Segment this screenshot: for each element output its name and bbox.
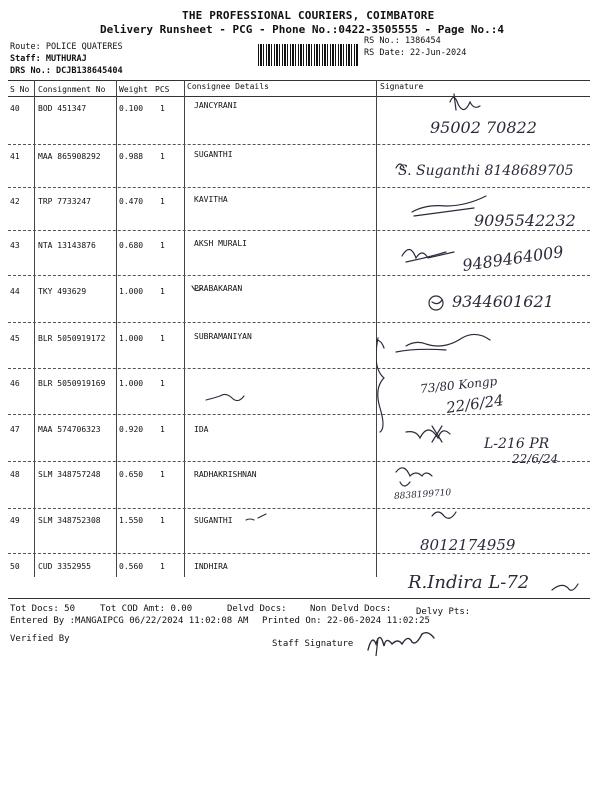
handwriting-phone-40: 95002 70822 xyxy=(430,118,537,137)
non-delivered-docs: Non Delvd Docs: xyxy=(310,604,392,614)
table-row-pcs: 1 xyxy=(160,470,165,479)
table-row-consignment: SLM 348757248 xyxy=(38,470,101,479)
col-header-pcs: PCS xyxy=(155,85,170,94)
table-row-pcs: 1 xyxy=(160,379,165,388)
table-row-consignment: BLR 5050919169 xyxy=(38,379,106,388)
table-row-consignment: CUD 3352955 xyxy=(38,562,91,571)
table-bottom-border xyxy=(8,598,590,599)
handwriting-address-46: 73/80 Kongp xyxy=(419,373,498,397)
table-row-sno: 45 xyxy=(10,334,20,343)
table-row-consignee: SUGANTHI xyxy=(194,150,233,159)
table-row-weight: 0.100 xyxy=(119,104,144,113)
company-name: THE PROFESSIONAL COURIERS, COIMBATORE xyxy=(182,9,435,22)
table-row-pcs: 1 xyxy=(160,197,165,206)
table-row-consignment: NTA 13143876 xyxy=(38,241,96,250)
table-row-sno: 43 xyxy=(10,241,20,250)
table-row-consignment: MAA 865908292 xyxy=(38,152,101,161)
table-row-sno: 44 xyxy=(10,287,20,296)
handwriting-phone-42: 9095542232 xyxy=(474,211,576,230)
handwriting-date-46: 22/6/24 xyxy=(445,391,505,417)
table-row-consignee: KAVITHA xyxy=(194,195,228,204)
table-row-weight: 0.650 xyxy=(119,470,144,479)
handwriting-phone-48: 8838199710 xyxy=(393,488,452,502)
table-row-pcs: 1 xyxy=(160,104,165,113)
table-row-consignment: TKY 493629 xyxy=(38,287,87,296)
verified-by: Verified By xyxy=(10,634,70,644)
table-row-pcs: 1 xyxy=(160,152,165,161)
table-row-pcs: 1 xyxy=(160,334,165,343)
handwriting-phone-43: 9489464009 xyxy=(461,242,565,275)
entered-by: Entered By :MANGAIPCG 06/22/2024 11:02:08 AM xyxy=(10,616,249,626)
signature-scribbles xyxy=(376,90,590,595)
table-row-consignee: IDA xyxy=(194,425,209,434)
col-header-consignment: Consignment No xyxy=(38,85,106,94)
col-divider xyxy=(184,80,185,577)
table-row-weight: 0.680 xyxy=(119,241,144,250)
table-row-weight: 0.470 xyxy=(119,197,144,206)
handwriting-name-41: S. Suganthi 8148689705 xyxy=(398,163,574,179)
table-row-consignment: BOD 451347 xyxy=(38,104,87,113)
table-row-weight: 0.920 xyxy=(119,425,144,434)
table-row-weight: 1.550 xyxy=(119,516,144,525)
table-row-weight: 1.000 xyxy=(119,287,144,296)
table-row-consignee: INDHIRA xyxy=(194,562,228,571)
col-header-sno: S No xyxy=(10,85,30,94)
table-row-pcs: 1 xyxy=(160,562,165,571)
table-row-weight: 0.988 xyxy=(119,152,144,161)
staff-signature-label: Staff Signature xyxy=(272,639,354,649)
handwriting-name-50: R.Indira L-72 xyxy=(408,572,530,593)
handwriting-date-47: 22/6/24 xyxy=(512,452,559,466)
col-divider xyxy=(34,80,35,577)
table-row-weight: 1.000 xyxy=(119,334,144,343)
table-row-consignee: AKSH MURALI xyxy=(194,239,247,248)
drs-number: DRS No.: DCJB138645404 xyxy=(10,66,123,76)
total-docs: Tot Docs: 50 xyxy=(10,604,76,614)
table-row-sno: 50 xyxy=(10,562,20,571)
table-row-sno: 46 xyxy=(10,379,20,388)
staff: Staff: MUTHURAJ xyxy=(10,54,87,64)
table-row-consignee: SUBRAMANIYAN xyxy=(194,332,252,341)
table-row-consignee: JANCYRANI xyxy=(194,101,238,110)
table-row-pcs: 1 xyxy=(160,287,165,296)
delivery-points: Delvy Pts: xyxy=(416,607,471,617)
table-row-sno: 48 xyxy=(10,470,20,479)
table-row-pcs: 1 xyxy=(160,516,165,525)
col-header-signature: Signature xyxy=(380,82,424,91)
handwriting-phone-44: 9344601621 xyxy=(452,292,554,311)
route: Route: POLICE QUATERES xyxy=(10,42,123,52)
table-row-sno: 49 xyxy=(10,516,20,525)
table-row-sno: 41 xyxy=(10,152,20,161)
table-row-weight: 0.560 xyxy=(119,562,144,571)
barcode xyxy=(258,44,358,66)
table-row-consignment: SLM 348752308 xyxy=(38,516,101,525)
rs-date: RS Date: 22-Jun-2024 xyxy=(364,48,467,58)
handwriting-phone-49: 8012174959 xyxy=(420,536,516,554)
table-row-consignment: MAA 574706323 xyxy=(38,425,101,434)
handwriting-address-47: L-216 PR xyxy=(484,436,550,452)
table-row-weight: 1.000 xyxy=(119,379,144,388)
staff-signature xyxy=(364,628,444,658)
table-row-sno: 40 xyxy=(10,104,20,113)
col-divider xyxy=(116,80,117,577)
table-row-pcs: 1 xyxy=(160,241,165,250)
printed-on: Printed On: 22-06-2024 11:02:25 xyxy=(262,616,430,626)
col-header-weight: Weight xyxy=(119,85,148,94)
table-row-pcs: 1 xyxy=(160,425,165,434)
rs-number: RS No.: 1386454 xyxy=(364,36,441,46)
table-row-consignee: RADHAKRISHNAN xyxy=(194,470,257,479)
table-row-consignment: TRP 7733247 xyxy=(38,197,91,206)
table-row-consignee: PRABAKARAN xyxy=(194,284,243,293)
table-top-border xyxy=(8,80,590,81)
document-title: Delivery Runsheet - PCG - Phone No.:0422-3505555 - Page No.:4 xyxy=(100,23,504,36)
table-row-sno: 47 xyxy=(10,425,20,434)
total-cod-amount: Tot COD Amt: 0.00 xyxy=(100,604,193,614)
consignee-scribbles xyxy=(186,280,376,530)
table-row-consignee: SUGANTHI xyxy=(194,516,233,525)
table-row-sno: 42 xyxy=(10,197,20,206)
table-row-consignment: BLR 5050919172 xyxy=(38,334,106,343)
col-header-consignee: Consignee Details xyxy=(187,82,269,91)
delivered-docs: Delvd Docs: xyxy=(227,604,287,614)
